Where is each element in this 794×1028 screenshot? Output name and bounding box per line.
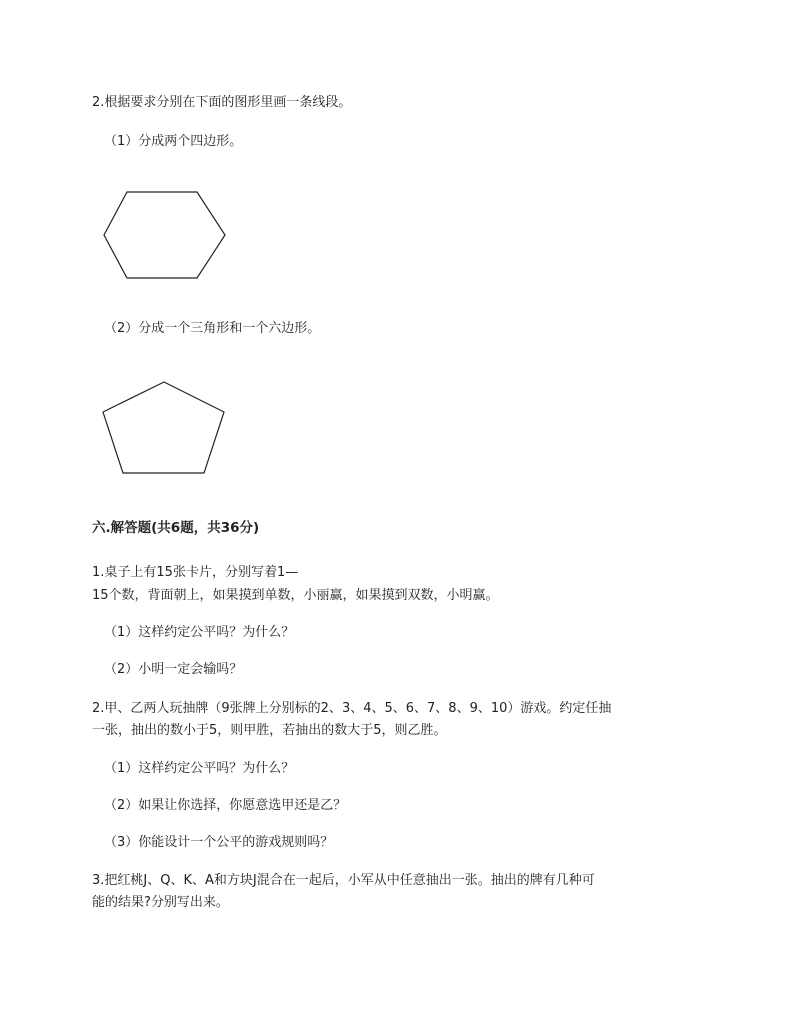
problem-1-line-1: 1.桌子上有15张卡片，分别写着1— [92,565,299,580]
problem-2-sub-1: （1）这样约定公平吗？为什么？ [104,761,295,776]
problem-3-line-1: 3.把红桃J、Q、K、A和方块J混合在一起后，小军从中任意抽出一张。抽出的牌有几种可 [92,873,595,888]
section-6-heading: 六.解答题(共6题，共36分) [92,520,260,536]
problem-1-sub-1: （1）这样约定公平吗？为什么？ [104,625,295,640]
pentagon-outline [103,382,224,473]
problem-1-line-2: 15个数，背面朝上，如果摸到单数，小丽赢，如果摸到双数，小明赢。 [92,588,499,603]
problem-2-line-2: 一张，抽出的数小于5，则甲胜，若抽出的数大于5，则乙胜。 [92,723,447,738]
problem-2-sub-2: （2）如果让你选择，你愿意选甲还是乙？ [104,798,347,813]
question-2-part-2: （2）分成一个三角形和一个六边形。 [104,321,321,336]
pentagon-figure [100,380,230,476]
question-2-part-1: （1）分成两个四边形。 [104,134,243,149]
problem-3-line-2: 能的结果?分别写出来。 [92,895,229,910]
problem-1-sub-2: （2）小明一定会输吗？ [104,662,243,677]
hexagon-outline [104,192,225,278]
question-2-title: 2.根据要求分别在下面的图形里画一条线段。 [92,95,352,110]
problem-2-line-1: 2.甲、乙两人玩抽牌（9张牌上分别标的2、3、4、5、6、7、8、9、10）游戏。约定任抽 [92,701,612,716]
problem-2-sub-3: （3）你能设计一个公平的游戏规则吗？ [104,835,334,850]
hexagon-figure [100,190,230,282]
